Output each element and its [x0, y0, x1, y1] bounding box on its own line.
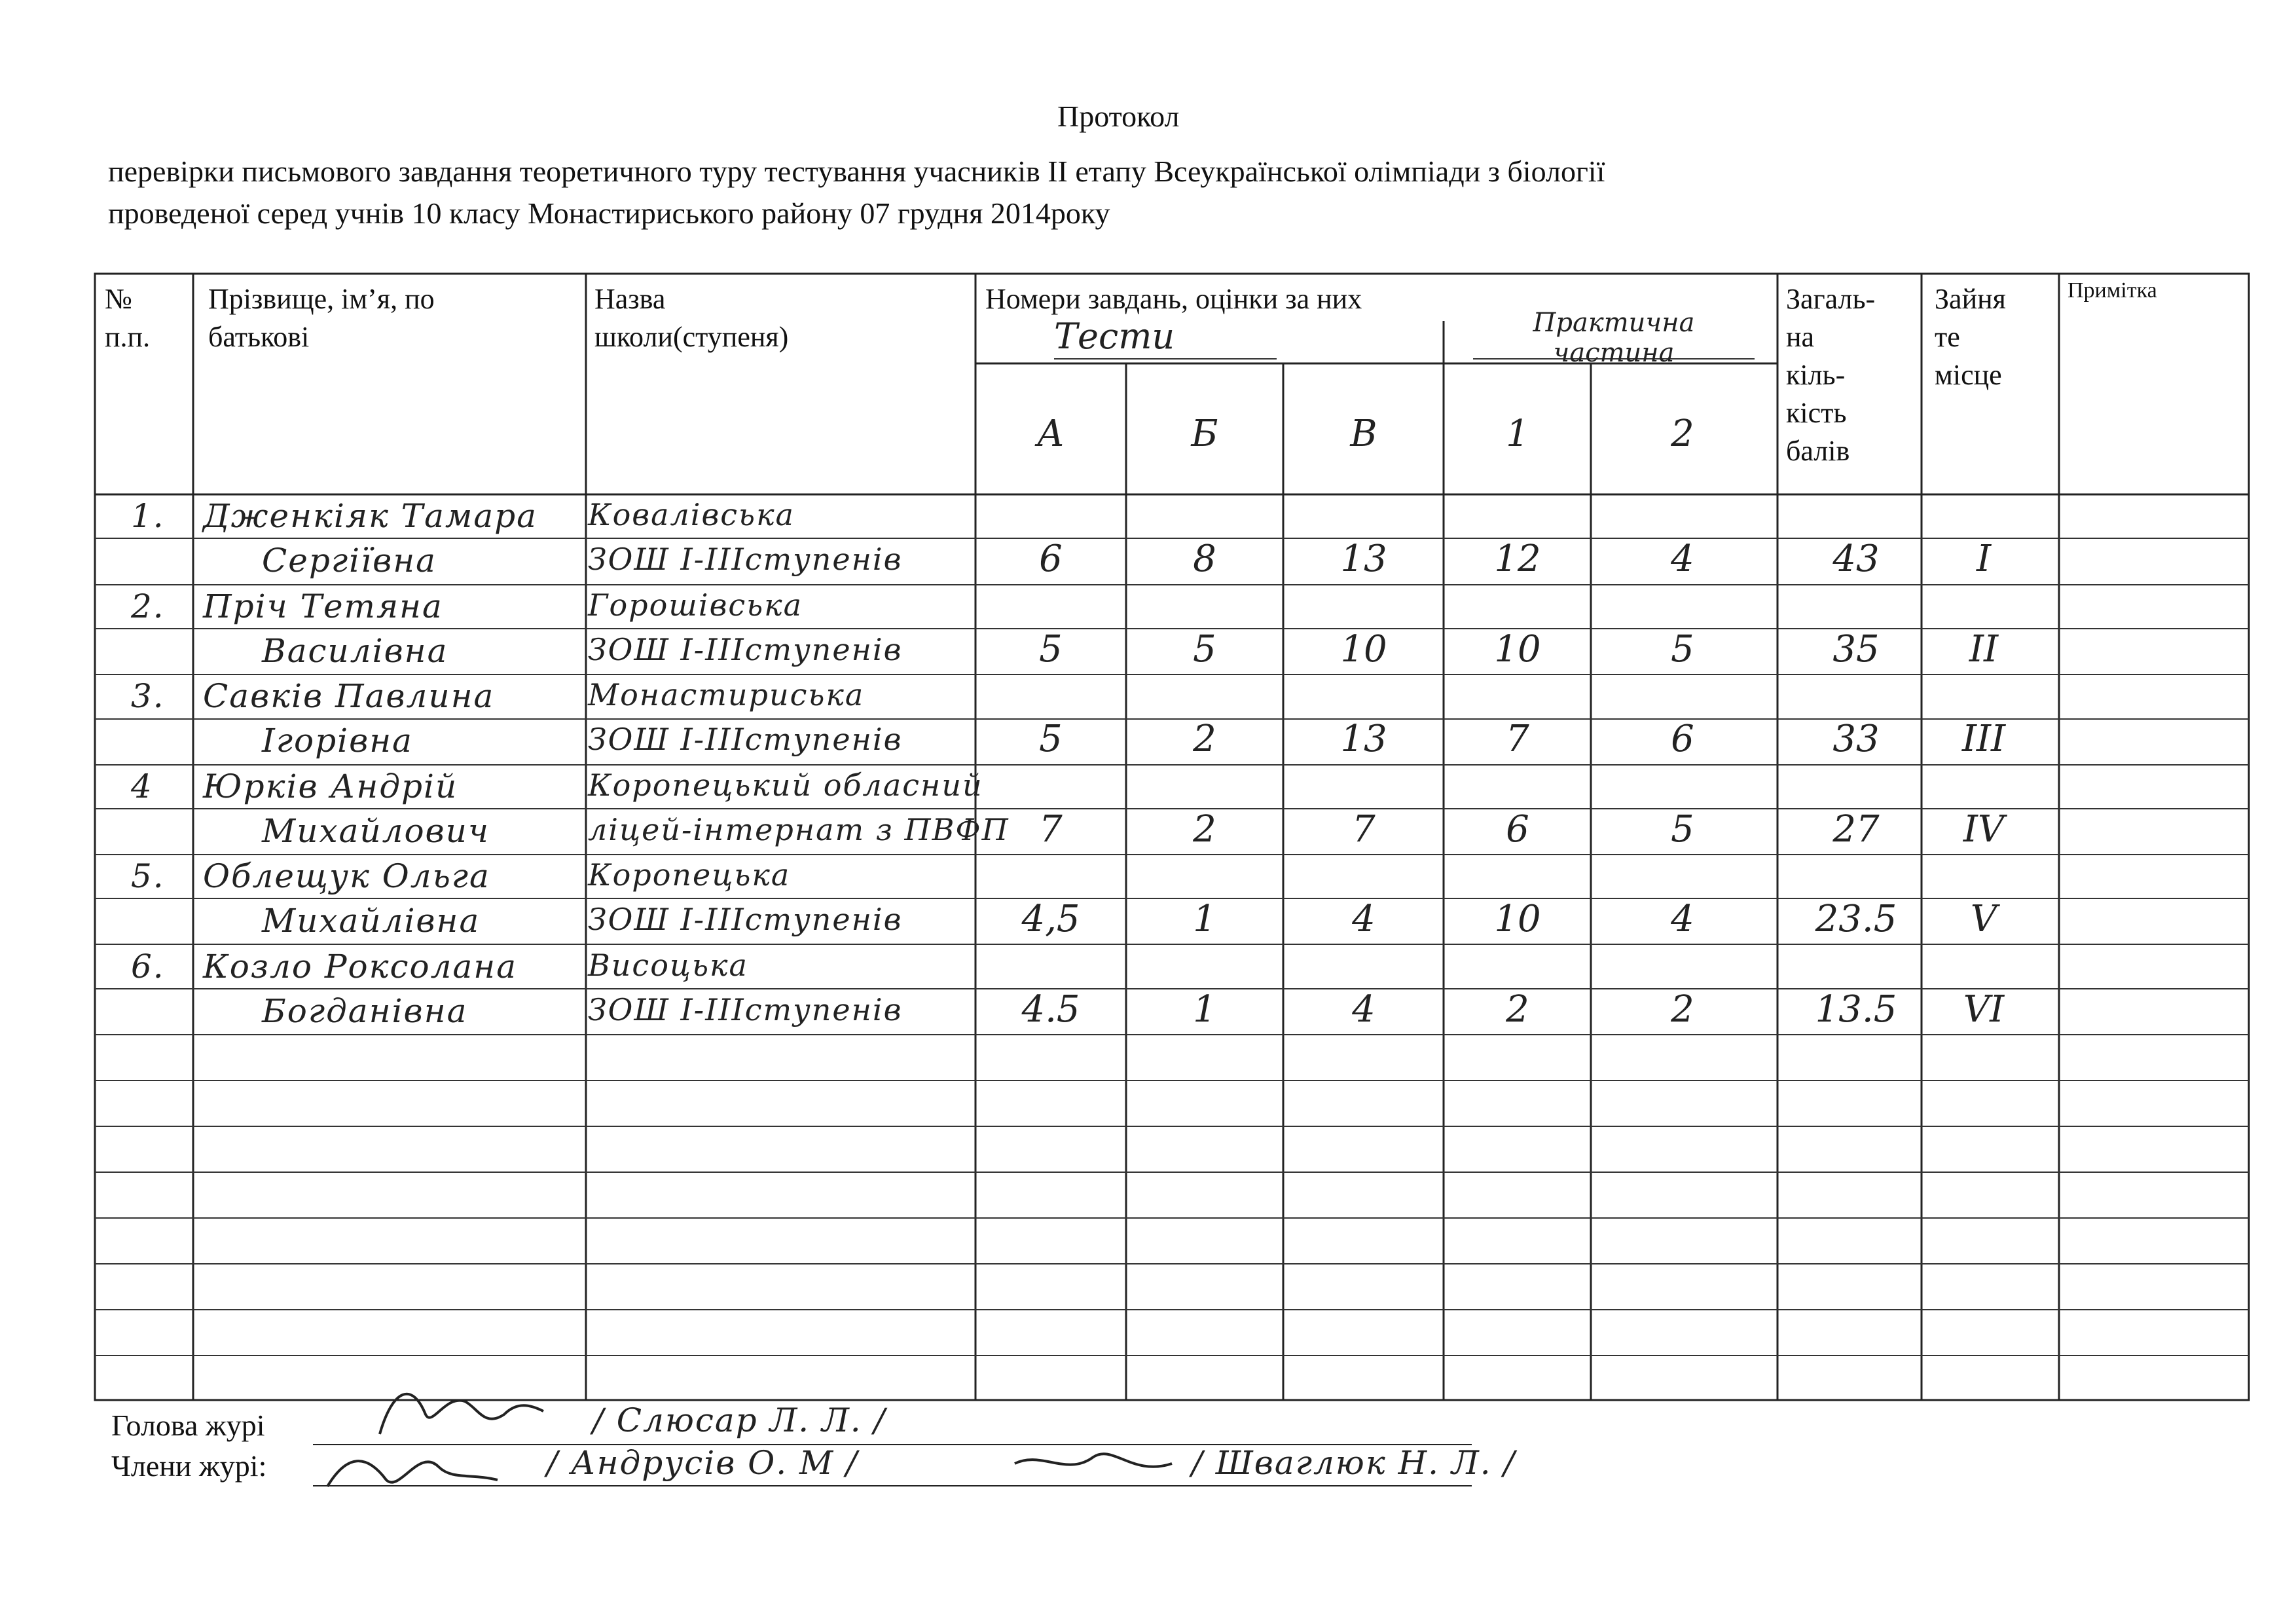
school-name-line1: Монастириська	[588, 677, 865, 712]
school-name-line1: Висоцька	[588, 947, 748, 983]
school-name-line1: Коропецька	[588, 857, 791, 893]
school-name-line1: Коропецький обласний	[588, 767, 983, 803]
column-label-b: Б	[1191, 413, 1218, 455]
school-name-line1: Ковалівська	[588, 497, 795, 532]
header-total: Загаль- на кіль- кість балів	[1786, 283, 1876, 467]
title-description: перевірки письмового завдання теоретичного туру тестування учасників ІІ етапу Всеукраїнської олімпіади з біології	[108, 155, 1605, 188]
task-score: 12	[1494, 538, 1541, 580]
task-score: 4	[1671, 898, 1694, 940]
task-score: 6	[1671, 718, 1694, 760]
school-name-line1: Горошівська	[588, 587, 803, 623]
member2-signature-mark	[1008, 1437, 1178, 1496]
task-score: 2	[1506, 987, 1529, 1031]
task-score: 10	[1494, 898, 1541, 940]
participant-surname-name: Савків Павлина	[203, 677, 495, 715]
place-awarded: VI	[1963, 987, 2005, 1031]
row-number: 6.	[131, 947, 165, 986]
task-score: 7	[1506, 718, 1529, 760]
participant-surname-name: Козло Роксолана	[203, 947, 517, 986]
row-number: 3.	[131, 677, 165, 715]
jury-members-label: Члени журі:	[111, 1449, 267, 1483]
task-score: 4	[1352, 987, 1376, 1031]
header-note: Примітка	[2068, 278, 2157, 303]
place-awarded: IV	[1963, 807, 2005, 851]
task-score: 6	[1039, 538, 1063, 580]
jury-member-2-name: / Шваглюк Н. Л. /	[1192, 1444, 1516, 1482]
task-score: 13	[1340, 538, 1387, 580]
header-tests: Тести	[1054, 316, 1175, 357]
head-of-jury-name: / Слюсар Л. Л. /	[592, 1401, 886, 1439]
participant-patronymic: Ігорівна	[262, 722, 413, 760]
school-name-line2: ЗОШ І-ІІІступенів	[588, 631, 903, 667]
member1-signature-mark	[321, 1434, 504, 1500]
task-score: 10	[1340, 627, 1387, 671]
school-name-line2: ЗОШ І-ІІІступенів	[588, 722, 903, 757]
total-score: 27	[1832, 807, 1880, 851]
header-tasks: Номери завдань, оцінки за них	[985, 283, 1362, 315]
place-awarded: II	[1969, 627, 1999, 671]
header-practical: Практична частина	[1533, 308, 1695, 368]
total-score: 13.5	[1815, 987, 1897, 1031]
task-score: 1	[1193, 987, 1216, 1031]
column-label-2: 2	[1671, 413, 1694, 455]
header-school: Назва школи(ступеня)	[594, 283, 789, 353]
task-score: 4	[1352, 898, 1376, 940]
participant-patronymic: Михайлівна	[262, 902, 481, 940]
place-awarded: III	[1961, 718, 2006, 760]
school-name-line2: ЗОШ І-ІІІступенів	[588, 991, 903, 1027]
head-of-jury-label: Голова журі	[111, 1409, 265, 1442]
header-full-name: Прізвище, ім’я, по батькові	[208, 283, 435, 353]
header-place: Зайня те місце	[1935, 283, 2006, 391]
task-score: 1	[1193, 898, 1216, 940]
row-number: 2.	[131, 587, 165, 625]
task-score: 5	[1671, 807, 1694, 851]
title-details: проведеної серед учнів 10 класу Монастириського району 07 грудня 2014року	[108, 196, 1110, 230]
total-score: 23.5	[1815, 898, 1897, 940]
row-number: 1.	[131, 497, 165, 535]
school-name-line2: ЗОШ І-ІІІступенів	[588, 902, 903, 937]
total-score: 33	[1832, 718, 1880, 760]
row-number: 4	[131, 767, 153, 805]
participant-surname-name: Пріч Тетяна	[203, 587, 443, 625]
row-number: 5.	[131, 857, 165, 895]
task-score: 5	[1193, 627, 1216, 671]
task-score: 7	[1352, 807, 1376, 851]
participant-surname-name: Облещук Ольга	[203, 857, 490, 895]
place-awarded: I	[1976, 538, 1992, 580]
column-label-v: В	[1350, 413, 1377, 455]
participant-patronymic: Василівна	[262, 631, 448, 670]
participant-surname-name: Юрків Андрій	[203, 767, 458, 805]
task-score: 4	[1671, 538, 1694, 580]
task-score: 7	[1039, 807, 1063, 851]
school-name-line2: ЗОШ І-ІІІступенів	[588, 542, 903, 577]
jury-member-1-name: / Андрусів О. М /	[547, 1444, 858, 1482]
task-score: 2	[1671, 987, 1694, 1031]
column-label-a: А	[1036, 413, 1065, 455]
participant-patronymic: Сергіївна	[262, 542, 437, 580]
task-score: 13	[1340, 718, 1387, 760]
task-score: 2	[1193, 807, 1216, 851]
participant-patronymic: Михайлович	[262, 811, 490, 850]
title-protocol: Протокол	[1057, 100, 1180, 133]
task-score: 5	[1671, 627, 1694, 671]
task-score: 4.5	[1021, 987, 1080, 1031]
participant-surname-name: Дженкіяк Тамара	[203, 497, 538, 535]
task-score: 5	[1039, 718, 1063, 760]
task-score: 10	[1494, 627, 1541, 671]
task-score: 8	[1193, 538, 1216, 580]
total-score: 43	[1832, 538, 1880, 580]
school-name-line2: ліцей-інтернат з ПВФП	[588, 811, 1010, 847]
total-score: 35	[1832, 627, 1880, 671]
task-score: 5	[1039, 627, 1063, 671]
place-awarded: V	[1970, 898, 1997, 940]
header-number: № п.п.	[105, 283, 151, 353]
participant-patronymic: Богданівна	[262, 991, 468, 1030]
task-score: 6	[1506, 807, 1529, 851]
task-score: 2	[1193, 718, 1216, 760]
task-score: 4,5	[1021, 898, 1080, 940]
column-label-1: 1	[1506, 413, 1529, 455]
